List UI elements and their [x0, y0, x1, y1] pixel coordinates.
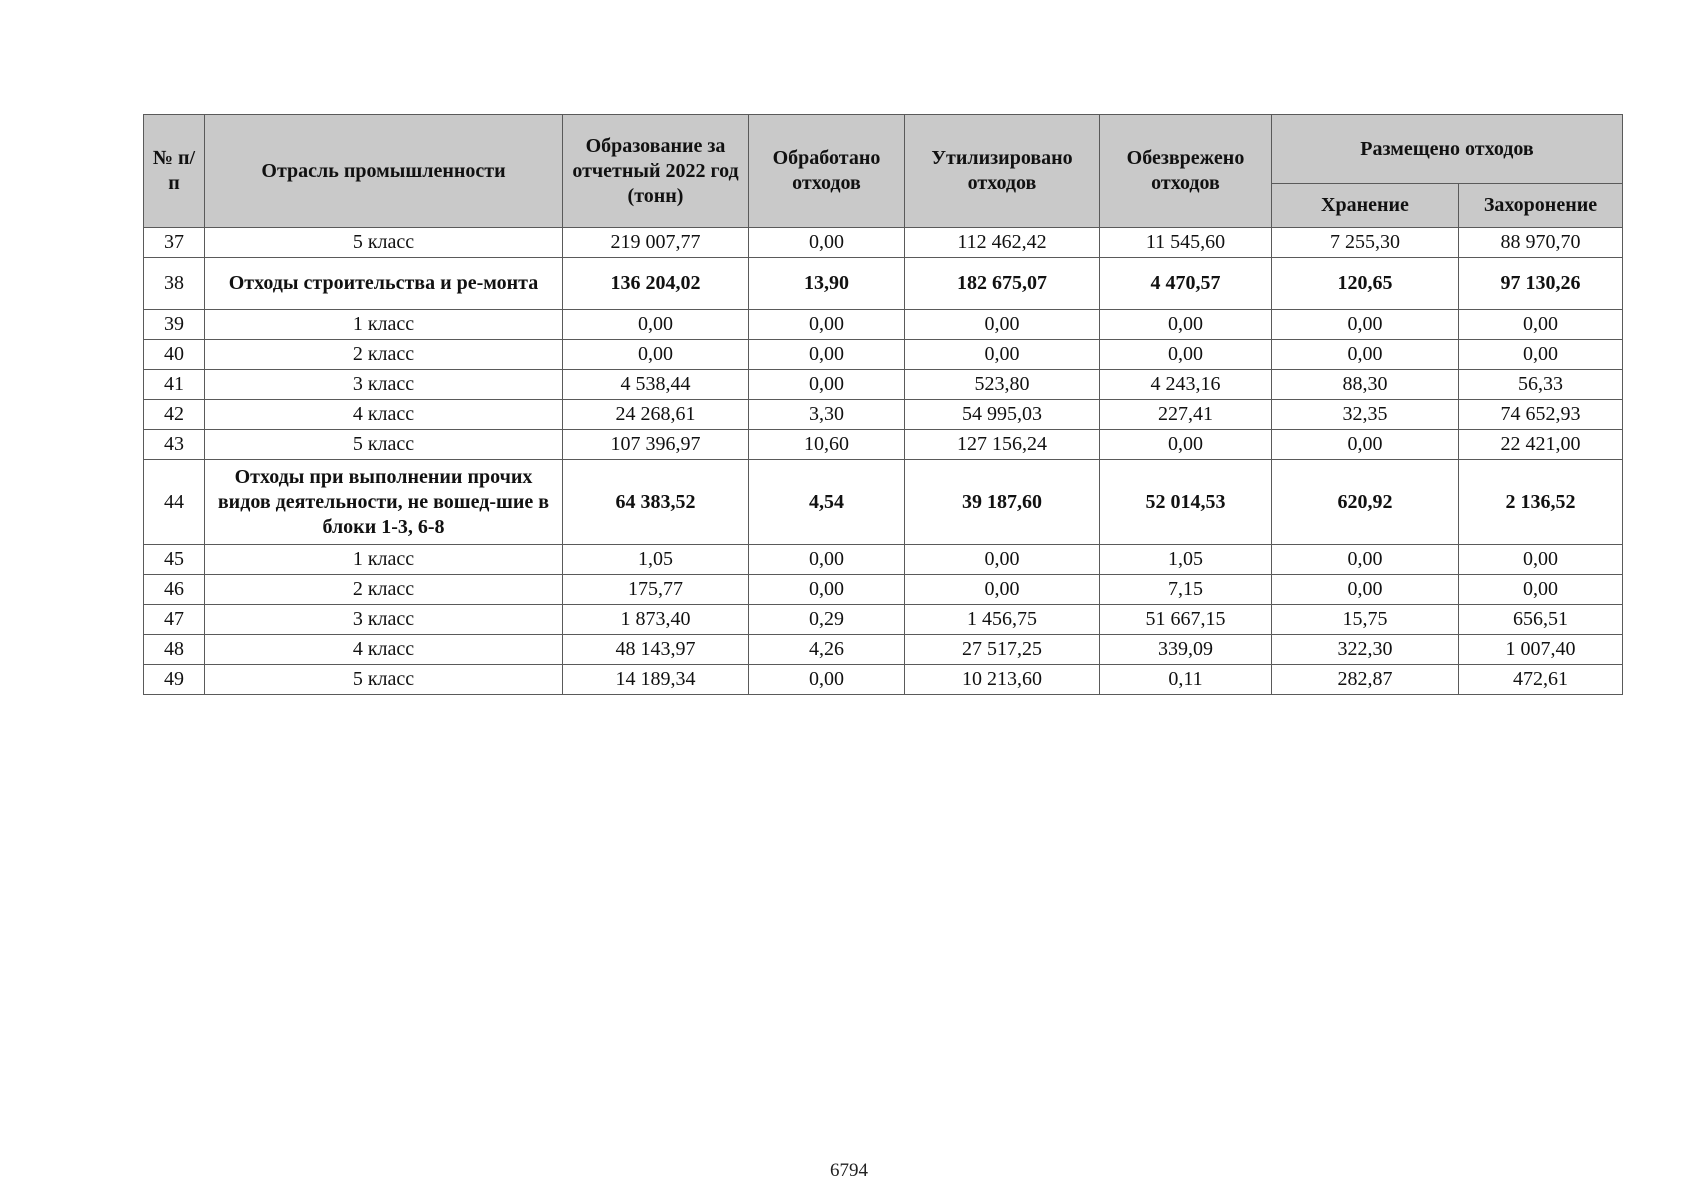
cell-neutralized: 0,00 [1100, 430, 1272, 460]
header-utilized: Утилизировано отходов [905, 115, 1100, 228]
header-formed: Образование за отчетный 2022 год (тонн) [563, 115, 749, 228]
table-body [144, 228, 1623, 695]
cell-processed: 4,54 [749, 460, 905, 545]
table-row [144, 370, 1623, 400]
cell-burial: 22 421,00 [1459, 430, 1623, 460]
cell-formed: 136 204,02 [563, 258, 749, 310]
cell-name: Отходы строительства и ре-монта [205, 258, 563, 310]
cell-processed: 3,30 [749, 400, 905, 430]
cell-storage: 32,35 [1272, 400, 1459, 430]
cell-num: 46 [144, 575, 205, 605]
cell-processed: 0,00 [749, 575, 905, 605]
cell-name: 1 класс [205, 545, 563, 575]
cell-formed: 48 143,97 [563, 635, 749, 665]
cell-formed: 4 538,44 [563, 370, 749, 400]
cell-burial: 56,33 [1459, 370, 1623, 400]
cell-utilized: 10 213,60 [905, 665, 1100, 695]
cell-burial: 88 970,70 [1459, 228, 1623, 258]
cell-neutralized: 0,11 [1100, 665, 1272, 695]
table-row [144, 430, 1623, 460]
cell-storage: 620,92 [1272, 460, 1459, 545]
header-storage: Хранение [1272, 184, 1459, 228]
cell-processed: 0,29 [749, 605, 905, 635]
cell-name: 4 класс [205, 400, 563, 430]
cell-storage: 0,00 [1272, 310, 1459, 340]
cell-processed: 0,00 [749, 228, 905, 258]
cell-utilized: 182 675,07 [905, 258, 1100, 310]
cell-storage: 0,00 [1272, 545, 1459, 575]
cell-neutralized: 4 470,57 [1100, 258, 1272, 310]
cell-num: 48 [144, 635, 205, 665]
cell-num: 39 [144, 310, 205, 340]
header-neutralized: Обезврежено отходов [1100, 115, 1272, 228]
cell-storage: 0,00 [1272, 340, 1459, 370]
cell-formed: 1 873,40 [563, 605, 749, 635]
cell-num: 37 [144, 228, 205, 258]
table-row [144, 635, 1623, 665]
cell-processed: 0,00 [749, 665, 905, 695]
cell-processed: 0,00 [749, 545, 905, 575]
cell-formed: 0,00 [563, 340, 749, 370]
cell-num: 49 [144, 665, 205, 695]
cell-neutralized: 0,00 [1100, 310, 1272, 340]
cell-num: 41 [144, 370, 205, 400]
cell-name: 5 класс [205, 228, 563, 258]
cell-processed: 4,26 [749, 635, 905, 665]
cell-burial: 0,00 [1459, 575, 1623, 605]
header-num: № п/п [144, 115, 205, 228]
cell-neutralized: 339,09 [1100, 635, 1272, 665]
cell-name: 1 класс [205, 310, 563, 340]
cell-utilized: 27 517,25 [905, 635, 1100, 665]
header-burial: Захоронение [1459, 184, 1623, 228]
cell-neutralized: 0,00 [1100, 340, 1272, 370]
table-row [144, 228, 1623, 258]
cell-formed: 175,77 [563, 575, 749, 605]
cell-neutralized: 51 667,15 [1100, 605, 1272, 635]
cell-num: 47 [144, 605, 205, 635]
table-row [144, 665, 1623, 695]
waste-table [143, 114, 1623, 695]
table-header [144, 115, 1623, 228]
cell-burial: 1 007,40 [1459, 635, 1623, 665]
cell-name: 5 класс [205, 430, 563, 460]
cell-storage: 7 255,30 [1272, 228, 1459, 258]
page-number: 6794 [830, 1160, 868, 1181]
cell-burial: 472,61 [1459, 665, 1623, 695]
cell-processed: 0,00 [749, 370, 905, 400]
header-processed: Обработано отходов [749, 115, 905, 228]
cell-utilized: 0,00 [905, 545, 1100, 575]
cell-burial: 74 652,93 [1459, 400, 1623, 430]
cell-formed: 0,00 [563, 310, 749, 340]
cell-processed: 13,90 [749, 258, 905, 310]
cell-name: 5 класс [205, 665, 563, 695]
cell-utilized: 54 995,03 [905, 400, 1100, 430]
cell-name: 3 класс [205, 605, 563, 635]
cell-utilized: 112 462,42 [905, 228, 1100, 258]
cell-storage: 88,30 [1272, 370, 1459, 400]
cell-name: 2 класс [205, 340, 563, 370]
cell-burial: 0,00 [1459, 340, 1623, 370]
cell-storage: 322,30 [1272, 635, 1459, 665]
cell-num: 40 [144, 340, 205, 370]
table-row [144, 545, 1623, 575]
cell-neutralized: 4 243,16 [1100, 370, 1272, 400]
cell-formed: 14 189,34 [563, 665, 749, 695]
table-row [144, 258, 1623, 310]
cell-storage: 15,75 [1272, 605, 1459, 635]
cell-neutralized: 7,15 [1100, 575, 1272, 605]
cell-storage: 282,87 [1272, 665, 1459, 695]
cell-neutralized: 227,41 [1100, 400, 1272, 430]
cell-neutralized: 52 014,53 [1100, 460, 1272, 545]
cell-burial: 2 136,52 [1459, 460, 1623, 545]
cell-processed: 10,60 [749, 430, 905, 460]
cell-burial: 656,51 [1459, 605, 1623, 635]
cell-num: 44 [144, 460, 205, 545]
cell-utilized: 39 187,60 [905, 460, 1100, 545]
cell-utilized: 0,00 [905, 575, 1100, 605]
table-row [144, 605, 1623, 635]
cell-formed: 107 396,97 [563, 430, 749, 460]
cell-num: 42 [144, 400, 205, 430]
cell-name: 4 класс [205, 635, 563, 665]
cell-num: 38 [144, 258, 205, 310]
cell-utilized: 0,00 [905, 340, 1100, 370]
cell-formed: 24 268,61 [563, 400, 749, 430]
header-placed: Размещено отходов [1272, 115, 1623, 184]
cell-burial: 0,00 [1459, 310, 1623, 340]
cell-formed: 1,05 [563, 545, 749, 575]
table-row [144, 400, 1623, 430]
cell-neutralized: 11 545,60 [1100, 228, 1272, 258]
cell-formed: 64 383,52 [563, 460, 749, 545]
cell-processed: 0,00 [749, 310, 905, 340]
cell-burial: 0,00 [1459, 545, 1623, 575]
table-row [144, 460, 1623, 545]
cell-name: 2 класс [205, 575, 563, 605]
cell-processed: 0,00 [749, 340, 905, 370]
table-row [144, 575, 1623, 605]
cell-utilized: 523,80 [905, 370, 1100, 400]
cell-name: 3 класс [205, 370, 563, 400]
cell-name: Отходы при выполнении прочих видов деятельности, не вошед-шие в блоки 1-3, 6-8 [205, 460, 563, 545]
cell-storage: 0,00 [1272, 575, 1459, 605]
table-row [144, 340, 1623, 370]
cell-utilized: 1 456,75 [905, 605, 1100, 635]
cell-num: 45 [144, 545, 205, 575]
cell-burial: 97 130,26 [1459, 258, 1623, 310]
cell-formed: 219 007,77 [563, 228, 749, 258]
table-row [144, 310, 1623, 340]
cell-utilized: 127 156,24 [905, 430, 1100, 460]
cell-utilized: 0,00 [905, 310, 1100, 340]
cell-neutralized: 1,05 [1100, 545, 1272, 575]
cell-num: 43 [144, 430, 205, 460]
cell-storage: 0,00 [1272, 430, 1459, 460]
cell-storage: 120,65 [1272, 258, 1459, 310]
header-industry: Отрасль промышленности [205, 115, 563, 228]
